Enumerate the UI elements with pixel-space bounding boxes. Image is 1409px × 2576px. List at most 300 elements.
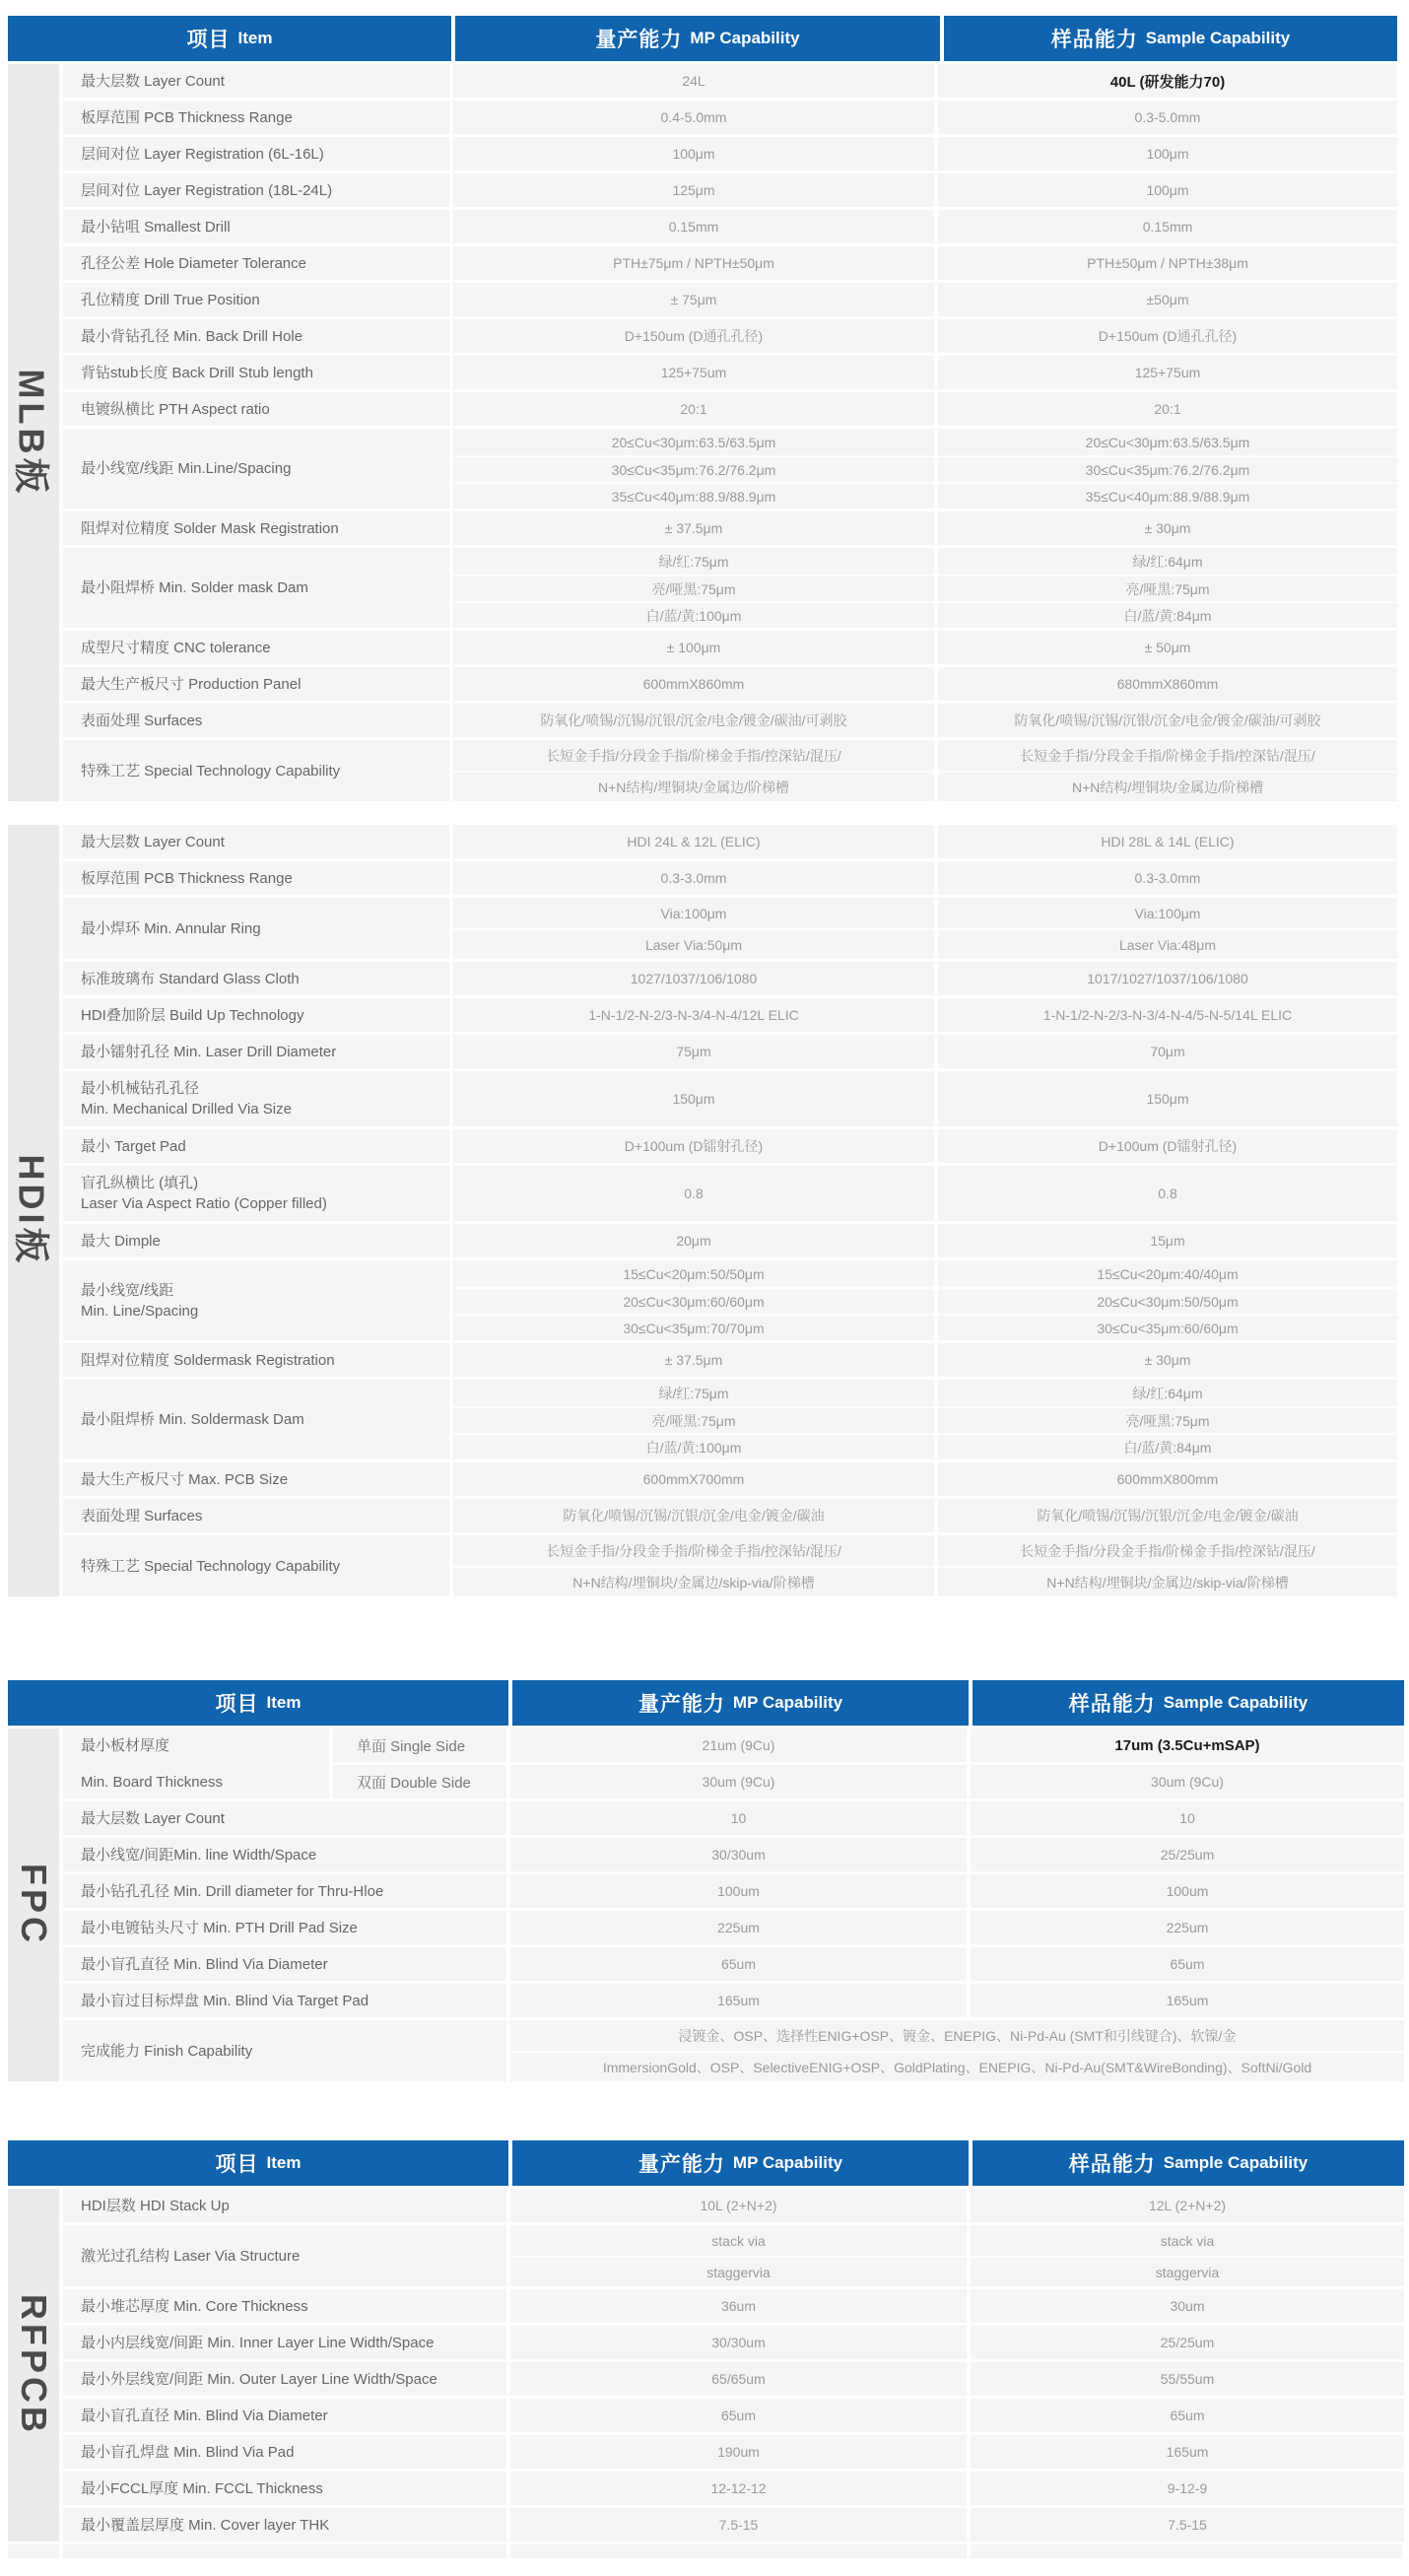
header-cell-mp — [455, 16, 940, 61]
item-label-line: 最大生产板尺寸 Max. PCB Size — [81, 1470, 289, 1488]
value-line: ± 37.5μm — [664, 520, 723, 536]
item-label-line: 成型尺寸精度 CNC tolerance — [81, 639, 271, 656]
value-line: 20≤Cu<30μm:50/50μm — [938, 1287, 1397, 1314]
item-label-line: 最小盲过目标焊盘 Min. Blind Via Target Pad — [81, 1992, 369, 2009]
item-label-line: 最大层数 Layer Count — [81, 1809, 225, 1827]
value-line: 25/25um — [1160, 2335, 1215, 2350]
item-label — [63, 2508, 506, 2542]
value-line: 白/蓝/黄:100μm — [453, 1433, 934, 1459]
item-label — [63, 631, 449, 664]
value-line: 长短金手指/分段金手指/阶梯金手指/控深钻/混压/ — [1020, 1542, 1315, 1559]
item-label — [63, 283, 449, 316]
item-label — [63, 1535, 449, 1596]
sample-value — [938, 283, 1397, 316]
value-line: 0.3-3.0mm — [660, 870, 727, 886]
sample-value — [938, 64, 1397, 98]
value-line: 0.8 — [684, 1186, 704, 1201]
sample-value — [971, 1984, 1404, 2017]
item-label — [63, 1911, 506, 1944]
item-label-line: Min. Line/Spacing — [81, 1302, 199, 1320]
mp-value — [453, 64, 934, 98]
mp-value — [453, 825, 934, 858]
item-label-line: 背钻stub长度 Back Drill Stub length — [81, 364, 313, 381]
table-row — [63, 137, 1397, 170]
item-label — [63, 704, 449, 737]
value-line: D+150um (D通孔孔径) — [1098, 328, 1238, 344]
mp-value — [453, 210, 934, 243]
item-label-line: 最小外层线宽/间距 Min. Outer Layer Line Width/Space — [81, 2370, 437, 2388]
value-line: 65um — [1170, 2407, 1205, 2423]
sample-value — [971, 2289, 1404, 2323]
cut-off-sample-cell — [971, 2544, 1402, 2558]
value-line: 21um (9Cu) — [702, 1737, 775, 1753]
sample-value — [938, 246, 1397, 280]
table-row — [63, 429, 1397, 508]
value-line: D+100um (D镭射孔径) — [624, 1138, 764, 1154]
mp-value — [510, 1765, 967, 1798]
table-row — [63, 210, 1397, 243]
sub-item-label: 双面 Double Side — [333, 1765, 506, 1798]
value-line: 亮/哑黑:75μm — [938, 1406, 1397, 1433]
item-label-line: 最大 Dimple — [81, 1232, 161, 1250]
value-line: 0.8 — [1158, 1186, 1177, 1201]
value-line: 190um — [717, 2444, 760, 2460]
value-line: 35≤Cu<40μm:88.9/88.9μm — [938, 482, 1397, 508]
header-sample-en: Sample Capability — [1163, 1693, 1308, 1712]
mp-value — [453, 101, 934, 134]
value-line: 绿/红:64μm — [1132, 553, 1203, 570]
table-body — [8, 64, 1397, 1596]
mp-value — [510, 2326, 967, 2359]
table-row — [63, 283, 1397, 316]
header-mp-zh: 量产能力 — [637, 2153, 725, 2176]
value-line: 防氧化/喷锡/沉锡/沉银/沉金/电金/镀金/碳油/可剥胶 — [1014, 712, 1321, 728]
mp-value — [453, 898, 934, 959]
value-line: 20≤Cu<30μm:60/60μm — [453, 1287, 934, 1314]
sample-value — [938, 740, 1397, 801]
section-rows — [63, 2189, 1404, 2542]
sample-value — [938, 898, 1397, 959]
value-line: Laser Via:50μm — [453, 928, 934, 959]
header-item-en: Item — [266, 1693, 302, 1712]
mp-value — [510, 1984, 967, 2017]
item-label — [63, 1874, 506, 1908]
mp-value — [510, 2508, 967, 2542]
item-label — [63, 2189, 506, 2222]
value-line: 680mmX860mm — [1116, 676, 1219, 692]
table-row — [63, 2472, 1404, 2505]
sample-value — [971, 2508, 1404, 2542]
item-label — [63, 1801, 506, 1835]
header-sample-zh: 样品能力 — [1068, 1693, 1156, 1716]
value-line: 100μm — [672, 146, 715, 162]
mp-value — [453, 1343, 934, 1377]
sample-value — [971, 1947, 1404, 1981]
value-line: 100μm — [1146, 182, 1189, 198]
value-line: ImmersionGold、OSP、SelectiveENIG+OSP、GoldPlating、ENEPIG、Ni-Pd-Au(SMT&WireBonding)、SoftNi/Gold — [510, 2051, 1404, 2081]
cut-off-next-row — [8, 2544, 1404, 2558]
table-row — [63, 1535, 1397, 1596]
item-label-line: 板厚范围 PCB Thickness Range — [81, 869, 293, 887]
table-row — [63, 667, 1397, 701]
value-line: 长短金手指/分段金手指/阶梯金手指/控深钻/混压/ — [1020, 747, 1315, 764]
value-line: 10 — [730, 1810, 747, 1826]
value-line: 165um — [1166, 1993, 1209, 2008]
sample-value — [971, 2472, 1404, 2505]
table-row — [63, 356, 1397, 389]
header-item-en: Item — [266, 2153, 302, 2172]
item-label — [63, 1129, 449, 1163]
value-line: 125+75um — [1134, 365, 1201, 380]
value-line: 165um — [717, 1993, 760, 2008]
table-row — [63, 1984, 1404, 2017]
value-line: 1027/1037/106/1080 — [630, 971, 758, 986]
item-label-line: 最小 Target Pad — [81, 1137, 186, 1155]
item-label — [63, 1729, 329, 1798]
table-row — [63, 1224, 1397, 1257]
sample-value — [938, 392, 1397, 426]
table-row — [63, 1071, 1397, 1126]
item-label-line: 盲孔纵横比 (填孔) — [81, 1175, 199, 1191]
mp-value — [453, 704, 934, 737]
sample-value — [938, 356, 1397, 389]
table-row — [63, 1343, 1397, 1377]
sample-value — [938, 998, 1397, 1032]
sub-item-label: 单面 Single Side — [333, 1729, 506, 1762]
mp-value — [453, 631, 934, 664]
mp-value — [510, 2362, 967, 2396]
table-row — [63, 740, 1397, 801]
value-line: ± 100μm — [666, 640, 721, 655]
table-row — [63, 1129, 1397, 1163]
table-row — [63, 631, 1397, 664]
table-row — [63, 2189, 1404, 2222]
mp-value — [453, 998, 934, 1032]
sample-value — [971, 1838, 1404, 1871]
value-line: HDI 24L & 12L (ELIC) — [627, 834, 761, 849]
item-label-line: 标准玻璃布 Standard Glass Cloth — [81, 970, 300, 987]
header-sample-en: Sample Capability — [1145, 29, 1291, 47]
value-line: staggervia — [971, 2256, 1404, 2286]
mp-value — [453, 1224, 934, 1257]
value-line: 15μm — [1150, 1233, 1185, 1249]
table-row — [63, 861, 1397, 895]
table-row — [63, 2225, 1404, 2286]
value-line: ± 75μm — [670, 292, 717, 307]
table-row — [63, 898, 1397, 959]
item-label — [63, 1166, 449, 1221]
value-line: 30um (9Cu) — [702, 1774, 775, 1790]
value-line: 1017/1027/1037/106/1080 — [1087, 971, 1248, 986]
table-row — [63, 2326, 1404, 2359]
sample-value — [938, 1260, 1397, 1340]
header-item-zh: 项目 — [215, 2153, 259, 2176]
sample-value — [971, 1765, 1404, 1798]
value-line: 10 — [1179, 1810, 1195, 1826]
value-line: 30/30um — [711, 2335, 766, 2350]
section-label: MLB板 — [11, 369, 52, 497]
table-section — [8, 825, 1397, 1596]
item-label — [63, 392, 449, 426]
sample-value — [938, 429, 1397, 508]
table-row — [63, 998, 1397, 1032]
value-line: PTH±75μm / NPTH±50μm — [613, 255, 774, 271]
item-label-line: 板厚范围 PCB Thickness Range — [81, 108, 293, 126]
mp-value — [510, 2225, 967, 2286]
table-body — [8, 2189, 1404, 2542]
item-label-line: Laser Via Aspect Ratio (Copper filled) — [81, 1195, 327, 1212]
sample-value — [938, 1535, 1397, 1596]
sample-value — [938, 962, 1397, 995]
mp-value — [453, 1380, 934, 1459]
value-line: 防氧化/喷锡/沉锡/沉银/沉金/电金/镀金/碳油 — [1037, 1508, 1299, 1524]
value-line: 10L (2+N+2) — [700, 2198, 777, 2213]
value-line: 30≤Cu<35μm:76.2/76.2μm — [453, 455, 934, 482]
value-line: 225um — [717, 1920, 760, 1935]
item-label — [63, 548, 449, 628]
item-label — [63, 2435, 506, 2469]
value-line: 0.15mm — [668, 219, 719, 235]
value-line: 1-N-1/2-N-2/3-N-3/4-N-4/12L ELIC — [588, 1007, 799, 1023]
item-label-line: 最小堆芯厚度 Min. Core Thickness — [81, 2297, 308, 2315]
item-label — [63, 1947, 506, 1981]
value-line: 绿/红:75μm — [658, 1385, 729, 1401]
sample-value — [938, 1499, 1397, 1532]
sample-value — [971, 1874, 1404, 1908]
mp-value — [510, 2189, 967, 2222]
item-label — [63, 2362, 506, 2396]
value-line: 长短金手指/分段金手指/阶梯金手指/控深钻/混压/ — [546, 1542, 841, 1559]
item-label-line: 最小盲孔直径 Min. Blind Via Diameter — [81, 2407, 328, 2424]
item-label — [63, 246, 449, 280]
item-label — [63, 667, 449, 701]
table-row — [63, 1838, 1404, 1871]
sample-value — [938, 631, 1397, 664]
table-header — [8, 16, 1397, 61]
item-label-line: 最小盲孔直径 Min. Blind Via Diameter — [81, 1955, 328, 1973]
mp-value — [453, 861, 934, 895]
table-row — [63, 319, 1397, 353]
mp-value — [453, 511, 934, 545]
value-line: 白/蓝/黄:84μm — [938, 1433, 1397, 1459]
value-line: ± 30μm — [1144, 1352, 1191, 1368]
item-label — [63, 1071, 449, 1126]
value-line: 0.3-3.0mm — [1134, 870, 1201, 886]
value-line: 24L — [682, 73, 705, 89]
value-line: 150μm — [672, 1091, 715, 1107]
value-line: 防氧化/喷锡/沉锡/沉银/沉金/电金/镀金/碳油/可剥胶 — [540, 712, 847, 728]
value-line: 30/30um — [711, 1847, 766, 1863]
mp-value — [453, 137, 934, 170]
item-label-line: 阻焊对位精度 Solder Mask Registration — [81, 519, 339, 537]
value-line: 绿/红:75μm — [658, 553, 729, 570]
value-line: N+N结构/埋铜块/金属边/skip-via/阶梯槽 — [453, 1566, 934, 1596]
item-label — [63, 861, 449, 895]
mp-value — [453, 319, 934, 353]
mp-value — [510, 1947, 967, 1981]
sample-value — [938, 1343, 1397, 1377]
item-label-line: 电镀纵横比 PTH Aspect ratio — [81, 400, 270, 418]
value-line: 165um — [1166, 2444, 1209, 2460]
header-cell-item — [8, 2140, 508, 2186]
item-label — [63, 2399, 506, 2432]
value-line: 12L (2+N+2) — [1148, 2198, 1227, 2213]
item-label — [63, 1499, 449, 1532]
header-cell-item — [8, 16, 451, 61]
table-row — [63, 1947, 1404, 1981]
sample-value — [938, 1071, 1397, 1126]
mp-value — [510, 2472, 967, 2505]
sample-value — [938, 704, 1397, 737]
value-line: 25/25um — [1160, 1847, 1215, 1863]
value-line: 70μm — [1150, 1044, 1185, 1059]
table-row — [63, 1911, 1404, 1944]
mp-value — [510, 1729, 967, 1762]
item-label — [63, 1380, 449, 1459]
header-sample-zh: 样品能力 — [1068, 2153, 1156, 2176]
header-cell-mp — [512, 2140, 969, 2186]
item-label-line: 激光过孔结构 Laser Via Structure — [81, 2247, 301, 2265]
section-rows — [63, 825, 1397, 1596]
table-section — [8, 1729, 1404, 2081]
value-line: stack via — [1160, 2232, 1215, 2249]
value-line: 65/65um — [711, 2371, 766, 2387]
table-row — [63, 2289, 1404, 2323]
value-line: 30um (9Cu) — [1151, 1774, 1224, 1790]
value-line: 17um (3.5Cu+mSAP) — [1114, 1736, 1260, 1754]
header-mp-en: MP Capability — [732, 1693, 843, 1712]
item-label-line: 最小阻焊桥 Min. Solder mask Dam — [81, 579, 308, 596]
table-body — [8, 1729, 1404, 2081]
value-line: D+150um (D通孔孔径) — [624, 328, 764, 344]
table-row — [63, 1874, 1404, 1908]
value-line: 浸镀金、OSP、选择性ENIG+OSP、镀金、ENEPIG、Ni-Pd-Au (SMT和引线键合)、软镍/金 — [678, 2027, 1237, 2044]
mp-value — [453, 1499, 934, 1532]
item-label — [63, 2326, 506, 2359]
value-line: 亮/哑黑:75μm — [453, 1406, 934, 1433]
value-line: 20≤Cu<30μm:63.5/63.5μm — [1085, 434, 1250, 450]
mp-value — [453, 1260, 934, 1340]
sample-value — [971, 2399, 1404, 2432]
table-row — [63, 392, 1397, 426]
item-label — [63, 173, 449, 207]
table-row — [63, 2362, 1404, 2396]
value-line: 65um — [1170, 1956, 1205, 1972]
item-label-line: 最大生产板尺寸 Production Panel — [81, 675, 302, 693]
item-label-line: 孔位精度 Drill True Position — [81, 291, 260, 308]
item-label-line: HDI层数 HDI Stack Up — [81, 2197, 230, 2214]
value-line: ±50μm — [1146, 292, 1189, 307]
cut-off-item-cell — [63, 2544, 506, 2558]
item-label-line: 最小盲孔焊盘 Min. Blind Via Pad — [81, 2443, 295, 2461]
table-row — [63, 2399, 1404, 2432]
item-label — [63, 2289, 506, 2323]
value-line: 0.4-5.0mm — [660, 109, 727, 125]
table-row — [63, 1166, 1397, 1221]
item-label-line: 最大层数 Layer Count — [81, 833, 225, 850]
table-header — [8, 2140, 1404, 2186]
item-label-line: 最小板材厚度 — [81, 1736, 170, 1754]
item-label-line: 表面处理 Surfaces — [81, 712, 203, 729]
sample-value — [938, 548, 1397, 628]
value-line: 20μm — [676, 1233, 711, 1249]
sample-value — [938, 1129, 1397, 1163]
item-label — [63, 319, 449, 353]
section-sidebar — [8, 1729, 59, 2081]
value-line: 100um — [717, 1883, 760, 1899]
value-line: 防氧化/喷锡/沉锡/沉银/沉金/电金/镀金/碳油 — [563, 1508, 825, 1524]
value-line: 15≤Cu<20μm:40/40μm — [1097, 1265, 1239, 1282]
item-label-line: HDI叠加阶层 Build Up Technology — [81, 1006, 304, 1024]
header-item-en: Item — [237, 29, 273, 47]
item-label-line: 最小内层线宽/间距 Min. Inner Layer Line Width/Space — [81, 2334, 435, 2351]
section-rows — [63, 64, 1397, 801]
value-line: Via:100μm — [1134, 905, 1201, 921]
item-label-line: 最小线宽/间距Min. line Width/Space — [81, 1846, 317, 1864]
item-label — [63, 511, 449, 545]
mp-value — [510, 1838, 967, 1871]
value-line: HDI 28L & 14L (ELIC) — [1101, 834, 1235, 849]
value-line: 75μm — [676, 1044, 711, 1059]
sample-value — [971, 2326, 1404, 2359]
sample-value — [971, 1911, 1404, 1944]
value-line: 600mmX860mm — [642, 676, 745, 692]
value-line: 35≤Cu<40μm:88.9/88.9μm — [453, 482, 934, 508]
item-label-line: 最小FCCL厚度 Min. FCCL Thickness — [81, 2479, 323, 2497]
item-label — [63, 1260, 449, 1340]
table-row — [63, 64, 1397, 98]
header-item-zh: 项目 — [186, 29, 231, 51]
item-label — [63, 1984, 506, 2017]
sample-value — [938, 1035, 1397, 1068]
section-label: FPC — [14, 1864, 54, 1946]
item-label — [63, 101, 449, 134]
mp-value — [453, 429, 934, 508]
item-label — [63, 1838, 506, 1871]
value-line: 30um — [1170, 2298, 1205, 2314]
item-label — [63, 429, 449, 508]
value-line: ± 30μm — [1144, 520, 1191, 536]
value-line: 长短金手指/分段金手指/阶梯金手指/控深钻/混压/ — [546, 747, 841, 764]
cut-off-mp-cell — [510, 2544, 967, 2558]
mp-value — [453, 1166, 934, 1221]
value-line: 600mmX700mm — [642, 1471, 745, 1487]
sample-value — [938, 137, 1397, 170]
mp-value — [510, 1801, 967, 1835]
item-label-line: 最小阻焊桥 Min. Soldermask Dam — [81, 1411, 304, 1428]
value-line: 125+75um — [660, 365, 727, 380]
value-line: 100μm — [1146, 146, 1189, 162]
item-label — [63, 1224, 449, 1257]
item-label — [63, 64, 449, 98]
value-line: 65um — [720, 1956, 757, 1972]
mp-value — [510, 1911, 967, 1944]
value-line: 125μm — [672, 182, 715, 198]
value-line: 600mmX800mm — [1116, 1471, 1219, 1487]
value-line: stack via — [711, 2232, 766, 2249]
sample-value — [938, 173, 1397, 207]
sample-value — [938, 1380, 1397, 1459]
table-row — [63, 1729, 1404, 1798]
table-row — [63, 825, 1397, 858]
item-label-line: 表面处理 Surfaces — [81, 1507, 203, 1525]
item-label — [63, 2020, 506, 2081]
mp-value — [453, 356, 934, 389]
item-label-line: 最大层数 Layer Count — [81, 72, 225, 90]
item-label-line: 最小镭射孔径 Min. Laser Drill Diameter — [81, 1043, 337, 1060]
table-header — [8, 1680, 1404, 1726]
item-label-line: 最小背钻孔径 Min. Back Drill Hole — [81, 327, 303, 345]
